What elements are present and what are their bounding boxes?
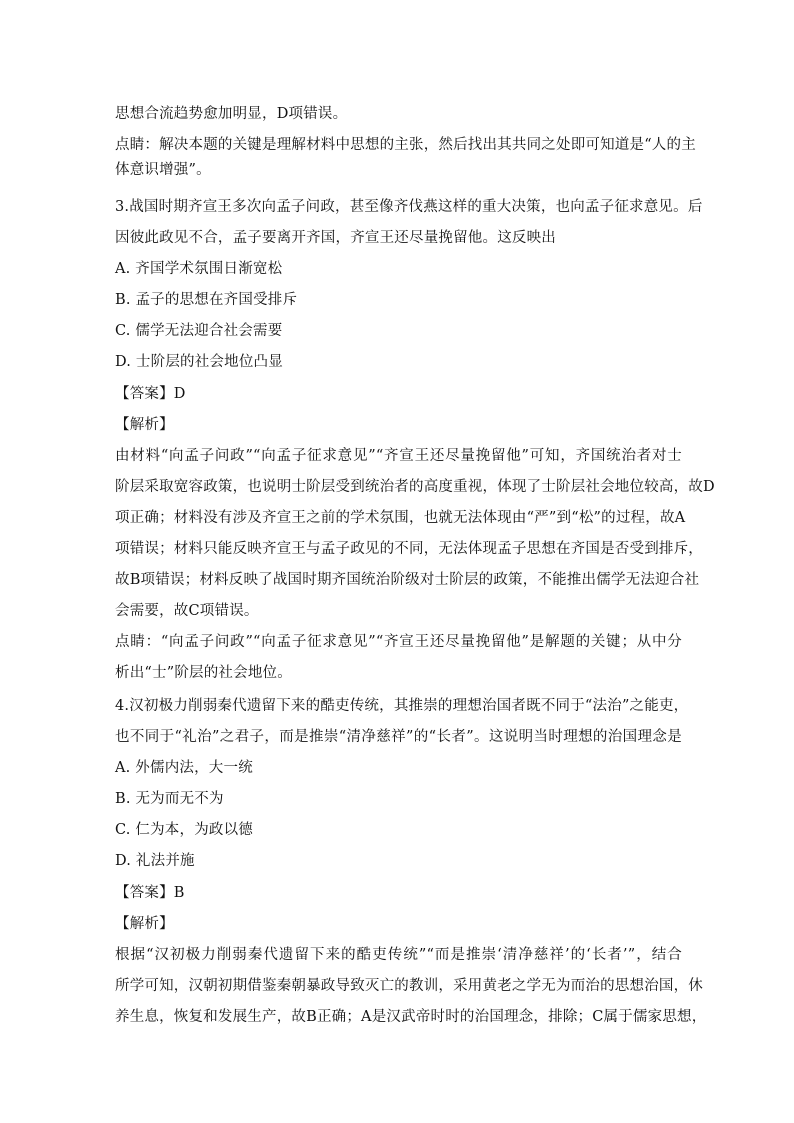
question-4-stem: 4.汉初极力削弱秦代遗留下来的酷吏传统，其推崇的理想治国者既不同于“法治”之能吏， [115, 698, 689, 714]
analysis-text: 故B项错误；材料反映了战国时期齐国统治阶级对士阶层的政策，不能推出儒学无法迎合社 [115, 572, 700, 588]
answer-label: 【答案】D [115, 386, 186, 402]
analysis-text: 养生息，恢复和发展生产，故B正确；A是汉武帝时时的治国理念，排除；C属于儒家思想， [115, 1009, 707, 1025]
analysis-text: 阶层采取宽容政策，也说明士阶层受到统治者的高度重视，体现了士阶层社会地位较高，故D [115, 479, 715, 495]
tip-text: 点睛：“向孟子问政”“向孟子征求意见”“齐宣王还尽量挽留他”是解题的关键；从中分 [115, 634, 682, 650]
option-c: C. 仁为本，为政以德 [115, 822, 253, 838]
analysis-text: 根据“汉初极力削弱秦代遗留下来的酷吏传统”“而是推崇‘清净慈祥’的‘长者’”，结合 [115, 947, 682, 963]
analysis-text: 项错误；材料只能反映齐宣王与孟子政见的不同，无法体现孟子思想在齐国是否受到排斥， [115, 541, 703, 557]
analysis-text: 会需要，故C项错误。 [115, 603, 259, 619]
tip-text: 析出“士”阶层的社会地位。 [115, 665, 292, 681]
question-3-stem: 3.战国时期齐宣王多次向孟子问政，甚至像齐伐燕这样的重大决策，也向孟子征求意见。后 [115, 199, 703, 215]
text-line: 点睛：解决本题的关键是理解材料中思想的主张，然后找出其共同之处即可知道是“人的主 [115, 137, 696, 153]
text-line: 体意识增强”。 [115, 162, 211, 178]
option-a: A. 外儒内法，大一统 [115, 760, 253, 776]
option-b: B. 孟子的思想在齐国受排斥 [115, 292, 298, 308]
text-line: 思想合流趋势愈加明显，D项错误。 [115, 106, 348, 122]
question-4-stem: 也不同于“礼治”之君子，而是推崇“清净慈祥”的“长者”。这说明当时理想的治国理念是 [115, 729, 682, 745]
option-d: D. 士阶层的社会地位凸显 [115, 354, 283, 370]
option-b: B. 无为而无不为 [115, 791, 224, 807]
option-c: C. 儒学无法迎合社会需要 [115, 323, 283, 339]
question-3-stem: 因彼此政见不合，孟子要离开齐国，齐宣王还尽量挽留他。这反映出 [115, 230, 556, 246]
option-d: D. 礼法并施 [115, 853, 195, 869]
answer-label: 【答案】B [115, 885, 185, 901]
analysis-label: 【解析】 [115, 417, 174, 433]
option-a: A. 齐国学术氛围日渐宽松 [115, 261, 283, 277]
analysis-label: 【解析】 [115, 916, 174, 932]
analysis-text: 项正确；材料没有涉及齐宣王之前的学术氛围，也就无法体现由“严”到“松”的过程，故A [115, 510, 686, 526]
analysis-text: 由材料“向孟子问政”“向孟子征求意见”“齐宣王还尽量挽留他”可知，齐国统治者对士 [115, 448, 682, 464]
analysis-text: 所学可知，汉朝初期借鉴秦朝暴政导致灭亡的教训，采用黄老之学无为而治的思想治国，休 [115, 978, 703, 994]
